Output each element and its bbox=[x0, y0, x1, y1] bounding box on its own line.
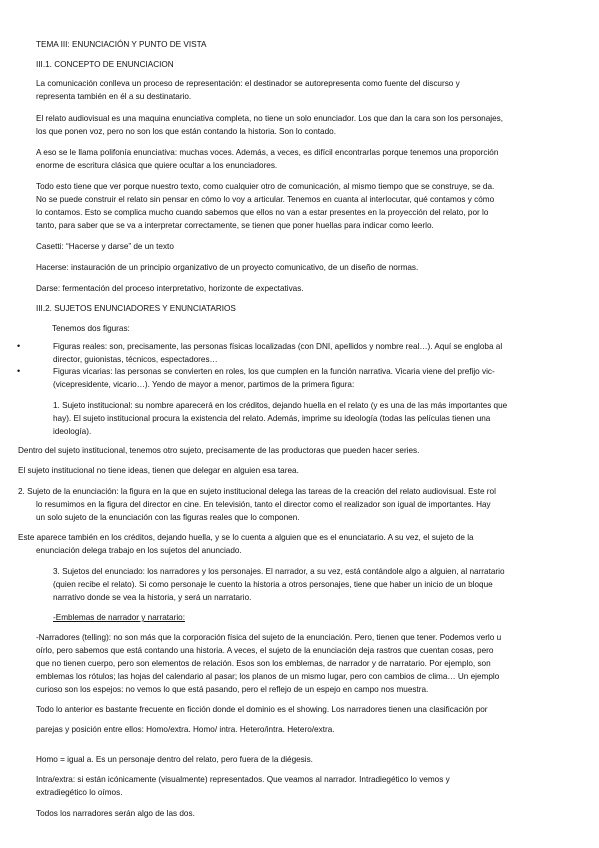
paragraph-line: curioso son los espejos: no vemos lo que está pasando, pero el reflejo de un espejo en campo nos muestra. bbox=[36, 685, 429, 694]
bullet-line: director, guionistas, técnicos, espectadores… bbox=[53, 355, 218, 364]
paragraph-line: El relato audiovisual es una maquina enunciativa completa, no tiene un solo enunciador. Los que dan la cara son los personajes, bbox=[36, 114, 503, 123]
section-heading-2: III.2. SUJETOS ENUNCIADORES Y ENUNCIATARIOS bbox=[36, 304, 236, 313]
paragraph-line: -Narradores (telling): no son más que la corporación física del sujeto de la enunciación. Pero, tienen que tener. Podemos verlo u bbox=[36, 633, 502, 642]
bullet-icon: • bbox=[17, 366, 21, 376]
numbered-line: un solo sujeto de la enunciación con las figuras reales que lo componen. bbox=[36, 513, 300, 522]
paragraph-line: oírlo, pero sabemos que está contando una historia. A veces, el sujeto de la enunciación deja rastros que cuentan cosas, pero bbox=[36, 646, 494, 655]
section-heading-1: III.1. CONCEPTO DE ENUNCIACION bbox=[36, 60, 174, 69]
paragraph-line: enorme de escritura clásica que quiere ocultar a los enunciadores. bbox=[36, 161, 278, 170]
numbered-line: (quien recibe el relato). Si como personaje le cuento la historia a otros personajes, tiene que haber un inicio de un bloque bbox=[53, 580, 493, 589]
numbered-line: hay). El sujeto institucional procura la existencia del relato. Además, imprime su ideología (todas las películas tienen una bbox=[53, 414, 491, 423]
paragraph-line: La comunicación conlleva un proceso de representación: el destinador se autorepresenta como fuente del discurso y bbox=[36, 79, 460, 88]
paragraph-line: que no tienen cuerpo, pero son elementos de relación. Esos son los emblemas, de narrador y de narratario. Por ejemplo, son bbox=[36, 659, 491, 668]
bullet-icon: • bbox=[17, 341, 21, 351]
paragraph-line: lo contamos. Esto se complica mucho cuando sabemos que ellos no van a estar presentes en la proyección del relato, por lo bbox=[36, 208, 489, 217]
subheading: -Emblemas de narrador y narratario: bbox=[53, 613, 185, 622]
paragraph-line: Tenemos dos figuras: bbox=[52, 324, 130, 333]
paragraph-line: El sujeto institucional no tiene ideas, tienen que delegar en alguien esa tarea. bbox=[18, 466, 299, 475]
numbered-line: 2. Sujeto de la enunciación: la figura en la que en sujeto institucional delega las tareas de la creación del relato audiovisual. Este rol bbox=[18, 487, 496, 496]
paragraph-line: Este aparece también en los créditos, dejando huella, y se lo cuenta a alguien que es el enunciatario. A su vez, el sujeto de la bbox=[18, 533, 474, 542]
numbered-line: 1. Sujeto institucional: su nombre aparecerá en los créditos, dejando huella en el relato (y es una de las más importantes que bbox=[53, 401, 508, 410]
paragraph-line: los que ponen voz, pero no son los que están contando la historia. Son lo contado. bbox=[36, 127, 336, 136]
document-title: TEMA III: ENUNCIACIÓN Y PUNTO DE VISTA bbox=[36, 40, 207, 49]
paragraph-line: Homo = igual a. Es un personaje dentro del relato, pero fuera de la diégesis. bbox=[36, 755, 313, 764]
paragraph-line: Darse: fermentación del proceso interpretativo, horizonte de expectativas. bbox=[36, 284, 304, 293]
bullet-line: Figuras vicarias: las personas se convierten en roles, los que cumplen en la función narrativa. Vicaria viene del prefijo vic- bbox=[53, 367, 495, 376]
bullet-line: Figuras reales: son, precisamente, las personas físicas localizadas (con DNI, apellidos y nombre real…). Aquí se engloba al bbox=[53, 342, 503, 351]
paragraph-line: No se puede construir el relato sin pensar en cómo lo voy a articular. Tenemos en cuanta al interlocutar, qué contamos y cómo bbox=[36, 195, 495, 204]
numbered-line: ideología). bbox=[53, 427, 92, 436]
paragraph-line: enunciación delega trabajo en los sujetos del anunciado. bbox=[36, 546, 242, 555]
paragraph-line: Dentro del sujeto institucional, tenemos otro sujeto, precisamente de las productoras que pueden hacer series. bbox=[18, 446, 420, 455]
paragraph-line: extradiegético lo oímos. bbox=[36, 788, 123, 797]
paragraph-line: parejas y posición entre ellos: Homo/extra. Homo/ intra. Hetero/intra. Hetero/extra. bbox=[36, 725, 335, 734]
numbered-line: 3. Sujetos del enunciado: los narradores y los personajes. El narrador, a su vez, está contándole algo a alguien, al narratario bbox=[53, 567, 505, 576]
paragraph-line: Todos los narradores serán algo de las dos. bbox=[36, 809, 195, 818]
bullet-line: (vicepresidente, vicario…). Yendo de mayor a menor, partimos de la primera figura: bbox=[53, 380, 355, 389]
numbered-line: lo resumimos en la figura del director en cine. En televisión, tanto el director como el realizador son igual de importantes. Hay bbox=[36, 500, 491, 509]
paragraph-line: A eso se le llama polifonía enunciativa: muchas voces. Además, a veces, es difícil encontrarlas porque tenemos una proporción bbox=[36, 148, 499, 157]
paragraph-line: Intra/extra: si están icónicamente (visualmente) representados. Que veamos al narrador. Intradiegético lo vemos y bbox=[36, 775, 450, 784]
paragraph-line: Hacerse: instauración de un principio organizativo de un proyecto comunicativo, de un diseño de normas. bbox=[36, 263, 419, 272]
paragraph-line: emblemas los rótulos; las hojas del calendario al pasar; los planos de un mismo lugar, pero con cambios de clima… Un ejemplo bbox=[36, 672, 500, 681]
numbered-line: narrativo donde se vea la historia, y será un narratario. bbox=[53, 593, 252, 602]
paragraph-line: Casetti: “Hacerse y darse” de un texto bbox=[36, 242, 174, 251]
paragraph-line: Todo lo anterior es bastante frecuente en ficción donde el dominio es el showing. Los narradores tienen una clasificación por bbox=[36, 705, 488, 714]
paragraph-line: Todo esto tiene que ver porque nuestro texto, como cualquier otro de comunicación, al mismo tiempo que se construye, se da. bbox=[36, 182, 495, 191]
paragraph-line: tanto, para saber que se va a interpretar correctamente, se tienen que poner huellas para indicar como leerlo. bbox=[36, 221, 434, 230]
paragraph-line: representa también en él a su destinatario. bbox=[36, 92, 192, 101]
